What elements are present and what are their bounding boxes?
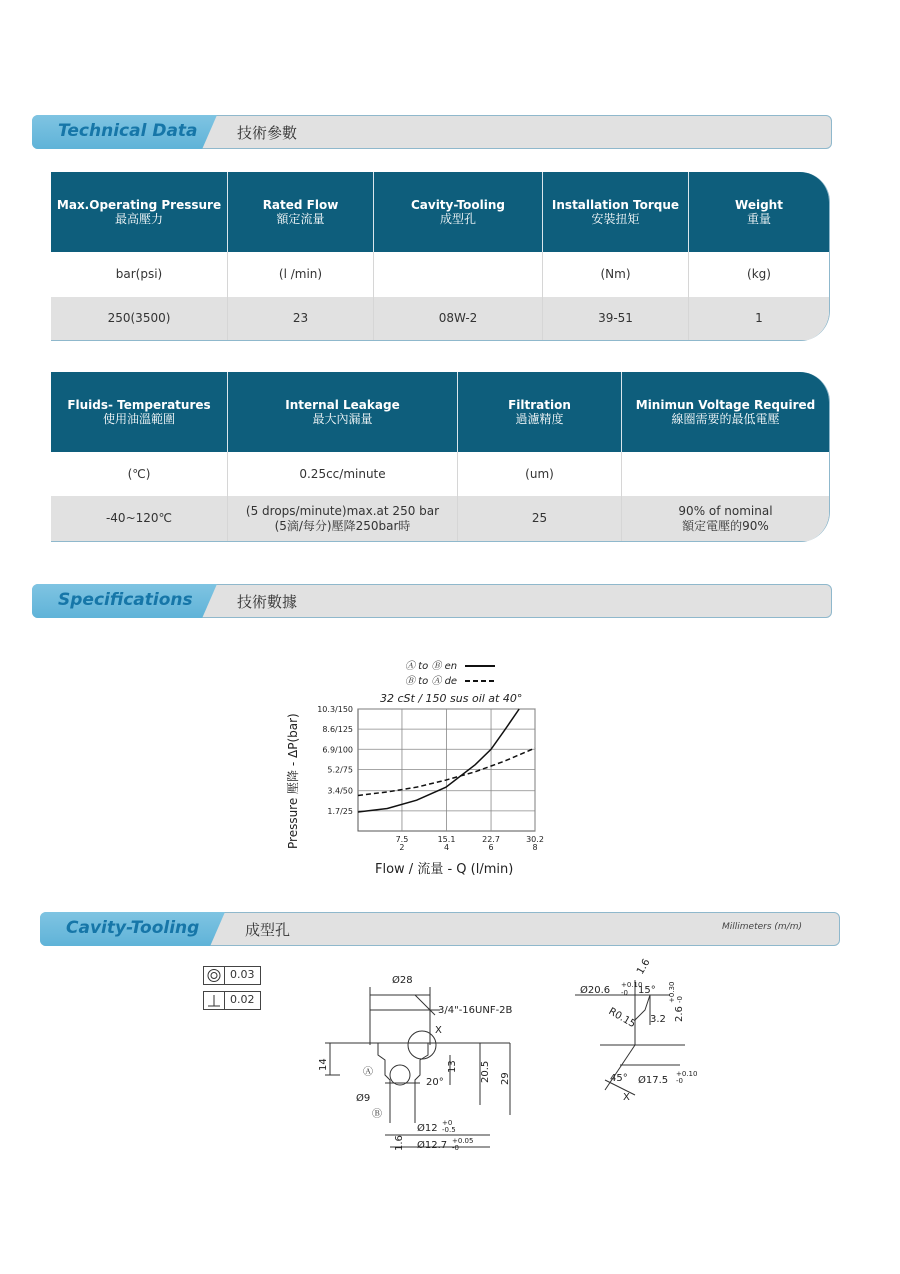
header-flow: Rated Flow 額定流量 [228, 172, 374, 252]
svg-text:-0: -0 [621, 989, 628, 997]
svg-text:-0.5: -0.5 [442, 1126, 456, 1134]
x-tick-label: 30.2 [526, 835, 544, 844]
unit-pressure: bar(psi) [51, 252, 228, 297]
svg-text:+0.30: +0.30 [668, 981, 676, 1003]
y-tick-label: 5.2/75 [327, 765, 353, 775]
header-filtration: Filtration 過濾精度 [458, 372, 622, 452]
header-temperature: Fluids- Temperatures 使用油溫範圍 [51, 372, 228, 452]
y-tick-label: 1.7/25 [327, 806, 353, 816]
dim-29: 29 [500, 1072, 511, 1085]
unit-leakage: 0.25cc/minute [228, 452, 458, 496]
x-tick-sublabel: 2 [399, 843, 405, 852]
pressure-flow-chart [280, 655, 580, 885]
header-voltage: Minimun Voltage Required 線圈需要的最低電壓 [622, 372, 830, 452]
dim-1-6-right: 1.6 [635, 957, 653, 977]
svg-text:+0.10: +0.10 [621, 981, 643, 989]
header-cavity: Cavity-Tooling 成型孔 [374, 172, 543, 252]
dim-thread: 3/4"-16UNF-2B [438, 1005, 513, 1016]
value-weight: 1 [689, 297, 830, 341]
value-pressure: 250(3500) [51, 297, 228, 341]
dim-x-right: X [623, 1092, 630, 1103]
x-tick-label: 22.7 [482, 835, 500, 844]
dim-x-left: X [435, 1025, 442, 1036]
technical-table-1 [51, 172, 830, 341]
port-a: Ⓐ [363, 1067, 373, 1078]
x-tick-label: 7.5 [395, 835, 409, 844]
unit-flow: (l /min) [228, 252, 374, 297]
chart-subtitle: 32 cSt / 150 sus oil at 40° [380, 692, 523, 705]
unit-label: Millimeters (m/m) [722, 922, 802, 932]
dim-diameter-28: Ø28 [392, 975, 413, 986]
unit-voltage [622, 452, 830, 496]
svg-text:-0: -0 [676, 996, 684, 1003]
dim-1-6-left: 1.6 [394, 1135, 405, 1151]
x-tick-sublabel: 4 [443, 843, 450, 852]
value-voltage: 90% of nominal 額定電壓的90% [622, 496, 830, 542]
unit-torque: (Nm) [543, 252, 689, 297]
section-header-technical [32, 115, 832, 149]
y-axis-label: Pressure 壓降 - ΔP(bar) [286, 713, 300, 849]
section-header-cavity [40, 912, 840, 946]
dim-angle-15: 15° [638, 985, 656, 996]
value-temperature: -40~120℃ [51, 496, 228, 542]
value-filtration: 25 [458, 496, 622, 542]
dim-3-2: 3.2 [650, 1014, 666, 1025]
unit-temperature: (℃) [51, 452, 228, 496]
unit-cavity [374, 252, 543, 297]
section-title-en: Specifications [58, 590, 193, 610]
dim-radius: R0.15 [606, 1006, 638, 1031]
header-weight: Weight 重量 [689, 172, 830, 252]
cavity-drawing [180, 955, 740, 1165]
header-leakage: Internal Leakage 最大內漏量 [228, 372, 458, 452]
x-ticks [396, 835, 544, 852]
dim-13: 13 [447, 1060, 458, 1073]
dim-diameter-12-7: Ø12.7 [417, 1140, 448, 1151]
section-header-specs [32, 584, 832, 618]
value-cavity: 08W-2 [374, 297, 543, 341]
y-tick-label: 6.9/100 [322, 745, 353, 755]
value-leakage: (5 drops/minute)max.at 250 bar (5滴/每分)壓降250bar時 [228, 496, 458, 542]
dim-14: 14 [318, 1058, 329, 1071]
dim-angle-20: 20° [426, 1077, 444, 1088]
legend-de: Ⓑ to Ⓐ de [405, 676, 458, 687]
x-axis-label: Flow / 流量 - Q (l/min) [375, 862, 514, 877]
dim-diameter-12: Ø12 [417, 1123, 438, 1134]
unit-filtration: (um) [458, 452, 622, 496]
y-tick-label: 3.4/50 [327, 786, 353, 796]
header-pressure: Max.Operating Pressure 最高壓力 [51, 172, 228, 252]
port-b: Ⓑ [372, 1109, 382, 1120]
header-torque: Installation Torque 安裝扭矩 [543, 172, 689, 252]
y-tick-label: 10.3/150 [317, 705, 353, 714]
svg-text:-0: -0 [452, 1144, 459, 1152]
section-title-zh: 技術數據 [237, 593, 298, 611]
series-en-line [358, 709, 519, 812]
concentricity-tolerance: 0.03 [203, 966, 261, 985]
svg-text:+0.10: +0.10 [676, 1070, 698, 1078]
dim-2-6: 2.6 [674, 1006, 685, 1022]
dim-diameter-9: Ø9 [356, 1093, 371, 1104]
y-ticks [317, 705, 353, 816]
x-tick-sublabel: 6 [488, 843, 494, 852]
x-tick-label: 15.1 [437, 835, 456, 844]
svg-text:+0: +0 [442, 1119, 453, 1127]
dim-diameter-17-5: Ø17.5 [638, 1075, 669, 1086]
y-tick-label: 8.6/125 [322, 725, 353, 735]
x-tick-sublabel: 8 [532, 843, 538, 852]
svg-text:+0.05: +0.05 [452, 1137, 474, 1145]
chart-grid [358, 709, 535, 831]
dim-angle-45: 45° [610, 1073, 628, 1084]
section-title-zh: 成型孔 [245, 921, 291, 939]
svg-text:-0: -0 [676, 1077, 683, 1085]
legend-en: Ⓐ to Ⓑ en [405, 661, 458, 672]
value-torque: 39-51 [543, 297, 689, 341]
technical-table-2 [51, 372, 830, 542]
dim-20-5: 20.5 [480, 1060, 491, 1083]
value-flow: 23 [228, 297, 374, 341]
section-title-zh: 技術參數 [237, 124, 298, 142]
section-title-en: Cavity-Tooling [66, 918, 200, 938]
dim-diameter-20-6: Ø20.6 [580, 985, 611, 996]
section-title-en: Technical Data [58, 121, 198, 141]
perpendicularity-tolerance: 0.02 [203, 991, 261, 1010]
unit-weight: (kg) [689, 252, 830, 297]
